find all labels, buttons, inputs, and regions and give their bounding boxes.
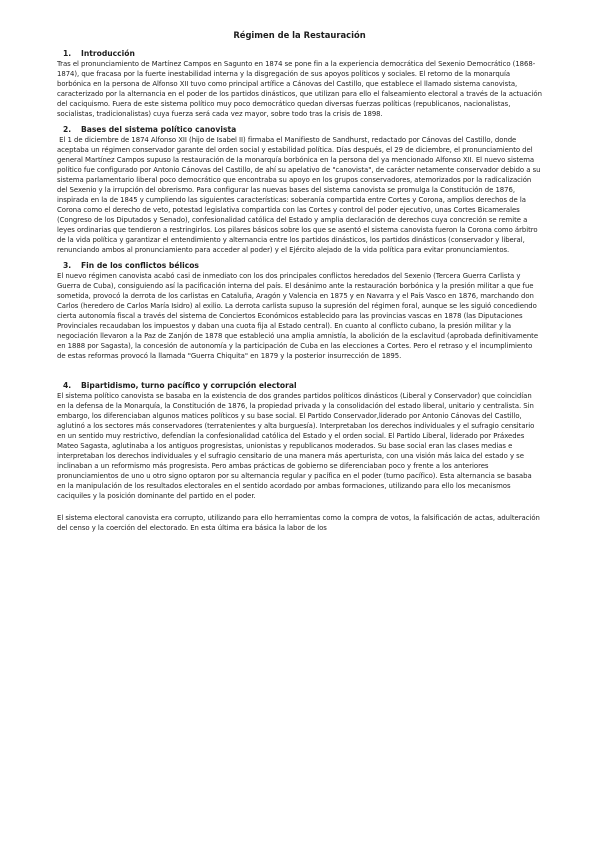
section-number: 4. bbox=[63, 381, 72, 390]
section-heading bbox=[57, 49, 542, 59]
section-bipartidismo bbox=[57, 381, 542, 533]
section-heading bbox=[57, 261, 542, 271]
document-title: Régimen de la Restauración bbox=[233, 30, 366, 40]
section-title: Introducción bbox=[81, 49, 135, 58]
section-title: Bases del sistema político canovista bbox=[81, 125, 237, 134]
section-title: Bipartidismo, turno pacífico y corrupción electoral bbox=[81, 381, 297, 390]
section-number: 2. bbox=[63, 125, 72, 134]
section-title: Fin de los conflictos bélicos bbox=[81, 261, 199, 270]
section-introduccion bbox=[57, 49, 542, 119]
paragraph: El sistema electoral canovista era corrupto, utilizando para ello herramientas como la compra de votos, la falsificación de actas, adulteración del censo y la coerción del electorado. En esta última era básica la labor de los bbox=[57, 514, 540, 532]
paragraph: El 1 de diciembre de 1874 Alfonso XII (hijo de Isabel II) firmaba el Manifiesto de Sandhurst, redactado por Cánovas del Castillo, donde aceptaba un régimen conservador garante del orden social y estabilidad política. Días después, el 29 de diciembre, el pronunciamiento del general Martínez Campos supuso la restauración de la monarquía borbónica en la persona del ya mencionado Alfonso XII. El nuevo sistema político fue configurado por Antonio Cánovas del Castillo, de ahí su apelativo de "canovista", de carácter netamente conservador debido a su sistema parlamentario liberal poco democrático que encontraba su apoyo en los grupos conservadores, atemorizados por la radicalización del Sexenio y la irrupción del obrerismo. Para configurar las nuevas bases del sistema canovista se promulga la Constitución de 1876, inspirada en la de 1845 y cumpliendo las siguientes características: soberanía compartida entre Cortes y Corona, amplios derechos de la Corona como el derecho de veto, potestad legislativa compartida con las Cortes y control del poder ejecutivo, unas Cortes Bicamerales (Congreso de los Diputados y Senado), confesionalidad católica del Estado y amplia declaración de derechos cuya concreción se remite a leyes ordinarias que tendieron a restringirlos. Los pilares básicos sobre los que se asentó el sistema canovista fueron la Corona como árbitro de la vida política y garantizar el entendimiento y alternancia entre los partidos dinásticos, los partidos dinásticos (conservador y liberal, renunciando ambos al pronunciamiento para acceder al poder) y el Ejército alejado de la vida política para evitar pronunciamientos. bbox=[57, 136, 543, 254]
section-bases-sistema bbox=[57, 125, 542, 255]
section-heading bbox=[57, 125, 542, 135]
paragraph: Tras el pronunciamiento de Martínez Campos en Sagunto en 1874 se pone fin a la experiencia democrática del Sexenio Democrático (1868-1874), que fracasa por la fuerte inestabilidad interna y la disgregación de sus apoyos políticos y sociales. El retorno de la monarquía borbónica en la persona de Alfonso XII tuvo como principal artífice a Cánovas del Castillo, que establece el llamado sistema canovista, caracterizado por la alternancia en el poder de los partidos dinásticos, que utilizan para ello el falseamiento electoral a través de la actuación del caciquismo. Fuera de este sistema político muy poco democrático quedan diversas fuerzas políticas (republicanos, nacionalistas, socialistas, tradicionalistas) cuya fuerza será cada vez mayor, sobre todo tras la crisis de 1898. bbox=[57, 60, 542, 118]
paragraph: El sistema político canovista se basaba en la existencia de dos grandes partidos políticos dinásticos (Liberal y Conservador) que coincidían en la defensa de la Monarquía, la Constitución de 1876, la propiedad privada y la consolidación del estado liberal, unitario y centralista. Sin embargo, los diferenciaban algunos matices políticos y su base social. El Partido Conservador,liderado por Antonio Cánovas del Castillo, aglutinó a los sectores más conservadores (terratenientes y alta burguesía). Interpretaban los derechos individuales y el sufragio censitario en un sentido muy restrictivo, defendían la confesionalidad católica del Estado y el orden social. El Partido Liberal, liderado por Práxedes Mateo Sagasta, aglutinaba a los antiguos progresistas, unionistas y republicanos moderados. Su base social eran las clases medias e interpretaban los derechos individuales y el sufragio censitario de una manera más aperturista, con una visión más laica del estado y se inclinaban a un reformismo más progresista. Pero ambas prácticas de gobierno se diferenciaban poco y frente a los anteriores pronunciamientos de uno u otro signo optaron por su alternancia regular y pacífica en el poder (turno pacífico). Esta alternancia se basaba en la manipulación de los resultados electorales en el sentido acordado por ambas formaciones, utilizando para ello los mecanismos caciquiles y la posición dominante del partido en el poder. bbox=[57, 392, 535, 500]
paragraph: El nuevo régimen canovista acabó casi de inmediato con los dos principales conflictos heredados del Sexenio (Tercera Guerra Carlista y Guerra de Cuba), consiguiendo así la pacificación interna del país. El desánimo ante la restauración borbónica y la presión militar a que fue sometida, provocó la derrota de los carlistas en Cataluña, Aragón y Valencia en 1875 y en Navarra y el País Vasco en 1876, marchando don Carlos (heredero de Carlos María Isidro) al exilio. La derrota carlista supuso la supresión del régimen foral, aunque se les siguió concediendo cierta autonomía fiscal a través del sistema de Conciertos Económicos establecido para las provincias vascas en 1878 (las Diputaciones Provinciales recaudaban los impuestos y daban una cuota fija al Estado central). En cuanto al conflicto cubano, la presión militar y la negociación llevaron a la Paz de Zanjón de 1878 que estableció una amplia amnistía, la abolición de la esclavitud (aprobada definitivamente en 1888 por Sagasta), la concesión de autonomía y la participación de Cuba en las elecciones a Cortes. Pero el retraso y el incumplimiento de estas reformas provocó la llamada "Guerra Chiquita" en 1879 y la posterior insurrección de 1895. bbox=[57, 272, 539, 360]
section-number: 3. bbox=[63, 261, 72, 270]
section-number: 1. bbox=[63, 49, 72, 58]
section-fin-conflictos bbox=[57, 261, 542, 361]
section-heading bbox=[57, 381, 542, 391]
